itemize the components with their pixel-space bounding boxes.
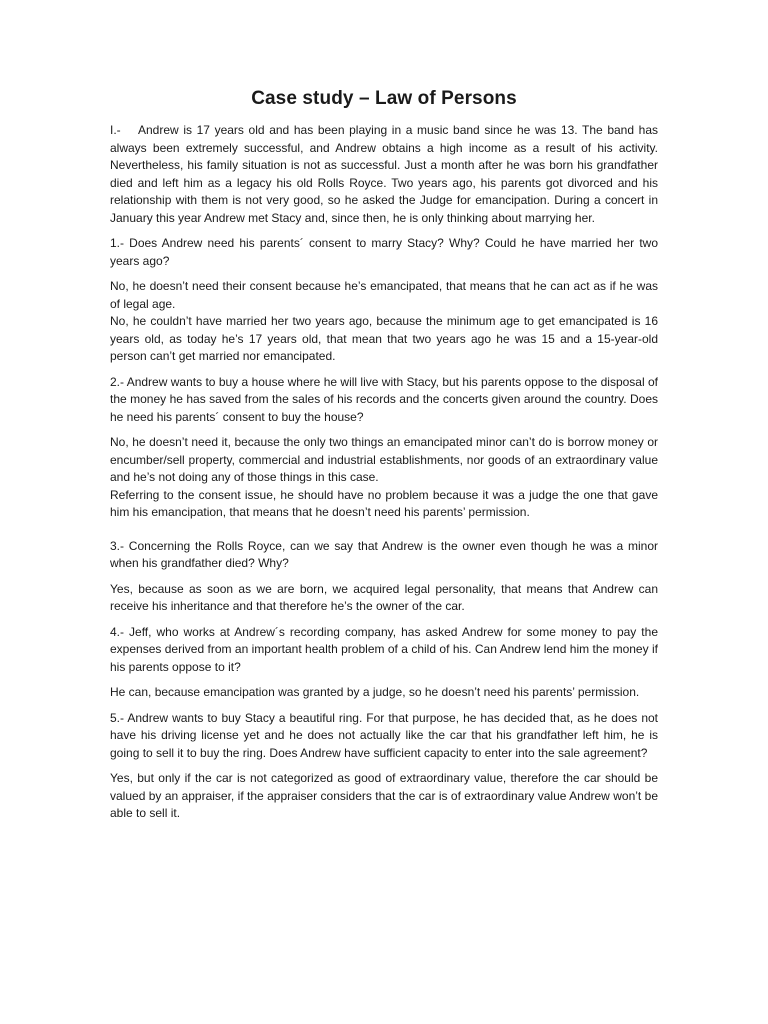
question-5: 5.- Andrew wants to buy Stacy a beautiful ring. For that purpose, he has decided that, as he does not have his driving license yet and he does not actually like the car that his grandfather left him, he is going to sell it to buy the ring. Does Andrew have sufficient capacity to enter into the sale agreement? xyxy=(110,710,658,760)
answer-2 xyxy=(110,434,658,522)
answer-1 xyxy=(110,278,658,366)
answer-2-part-1: No, he doesn’t need it, because the only two things an emancipated minor can’t do is borrow money or encumber/sell property, commercial and industrial establishments, nor goods of an extraordinary value and he’s not doing any of those things in this case. xyxy=(110,435,658,484)
question-2: 2.- Andrew wants to buy a house where he will live with Stacy, but his parents oppose to the disposal of the money he has saved from the sales of his records and the concerts given around the country. Does he need his parents´ consent to buy the house? xyxy=(110,374,658,424)
answer-1-part-2: No, he couldn’t have married her two years ago, because the minimum age to get emancipated is 16 years old, as today he’s 17 years old, that mean that two years ago he was 15 and a 15-year-old person can’t get married nor emancipated. xyxy=(110,314,658,363)
question-1: 1.- Does Andrew need his parents´ consent to marry Stacy? Why? Could he have married her two years ago? xyxy=(110,236,658,268)
answer-3: Yes, because as soon as we are born, we acquired legal personality, that means that Andrew can receive his inheritance and that therefore he’s the owner of the car. xyxy=(110,581,658,613)
intro-text: Andrew is 17 years old and has been playing in a music band since he was 13. The band has always been extremely successful, and Andrew obtains a high income as a result of his activity. Nevertheless, his family situation is not as successful. Just a month after he was born his grandfather died and left him as a legacy his old Rolls Royce. Two years ago, his parents got divorced and his relationship with them is not very good, so he asked the Judge for emancipation. During a concert in January this year Andrew met Stacy and, since then, he is only thinking about marrying her. xyxy=(110,123,658,225)
answer-2-part-2: Referring to the consent issue, he should have no problem because it was a judge the one that gave him his emancipation, that means that he doesn’t need his parents’ permission. xyxy=(110,487,658,519)
intro-label: I.- xyxy=(110,123,121,137)
intro-paragraph xyxy=(110,122,658,227)
answer-4: He can, because emancipation was granted by a judge, so he doesn’t need his parents’ permission. xyxy=(110,685,640,699)
answer-1-part-1: No, he doesn’t need their consent because he’s emancipated, that means that he can act as if he was of legal age. xyxy=(110,279,658,311)
question-4: 4.- Jeff, who works at Andrew´s recording company, has asked Andrew for some money to pay the expenses derived from an important health problem of a child of his. Can Andrew lend him the money if his parents oppose to it? xyxy=(110,624,658,674)
answer-5: Yes, but only if the car is not categorized as good of extraordinary value, therefore the car should be valued by an appraiser, if the appraiser considers that the car is of extraordinary value Andrew won’t be able to sell it. xyxy=(110,771,658,820)
question-3: 3.- Concerning the Rolls Royce, can we say that Andrew is the owner even though he was a minor when his grandfather died? Why? xyxy=(110,538,658,570)
page-title: Case study – Law of Persons xyxy=(251,88,517,109)
